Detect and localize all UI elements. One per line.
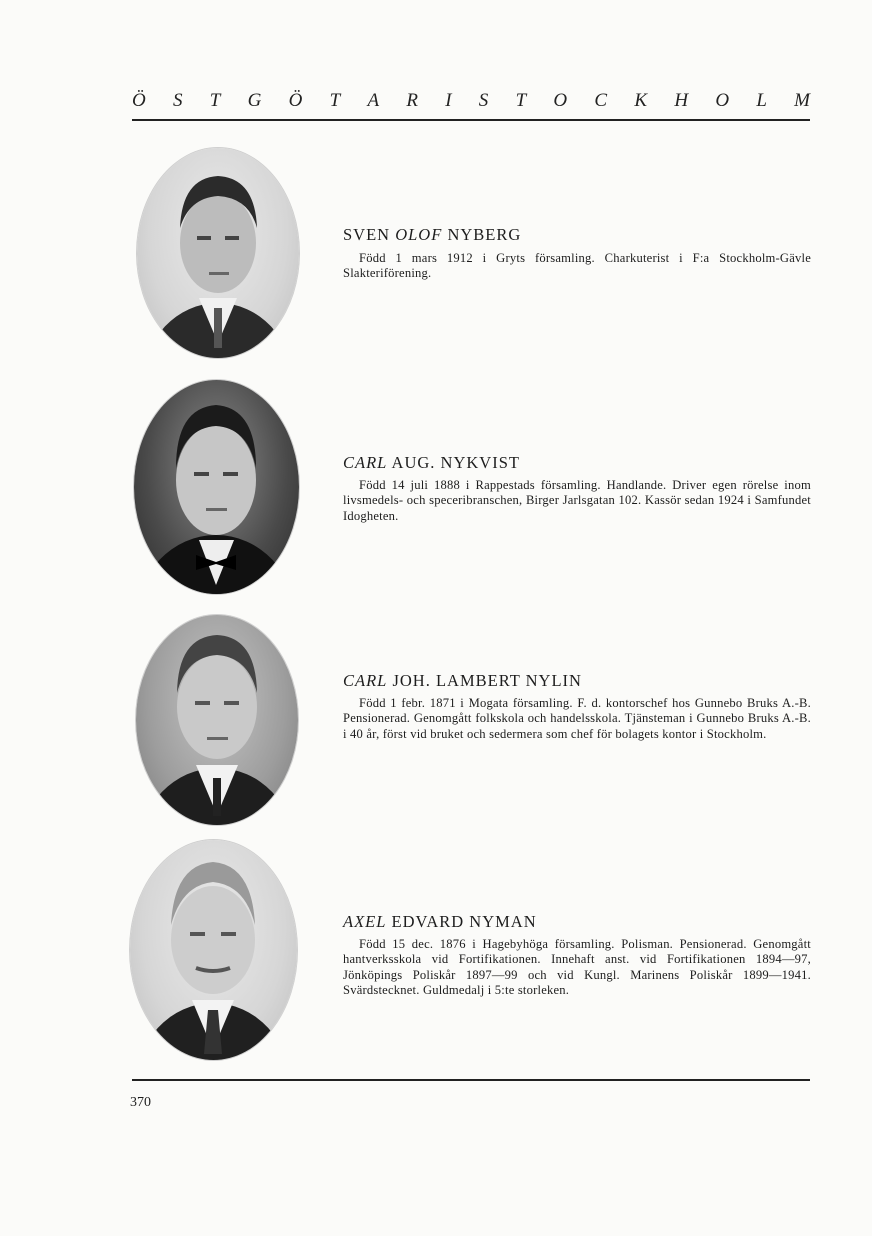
person-name — [343, 225, 521, 245]
running-head-letter: L — [756, 90, 767, 111]
running-head-letter: C — [594, 90, 608, 111]
person-name — [343, 671, 582, 691]
name-part: AUG. NYKVIST — [387, 453, 520, 472]
biography-text: Född 14 juli 1888 i Rappestads församling. Handlande. Driver egen rörelse inom livsmedels- och speceribranschen, Birger Jarlsgatan 102. Kassör sedan 1924 i Samfundet Idogheten. — [343, 478, 811, 523]
running-head-letter: A — [367, 90, 380, 111]
running-head-letter: I — [445, 90, 452, 111]
running-head-letter: G — [247, 90, 262, 111]
name-italic-part: OLOF — [395, 225, 443, 244]
running-head-letter: H — [674, 90, 689, 111]
running-head-letter: S — [478, 90, 489, 111]
running-head-letter: O — [553, 90, 568, 111]
running-head-letter: M — [794, 90, 810, 111]
person-name — [343, 912, 537, 932]
name-italic-part: AXEL — [343, 912, 387, 931]
running-head-letter: Ö — [132, 90, 146, 111]
running-head-letter: T — [329, 90, 341, 111]
running-head-letter: T — [209, 90, 221, 111]
portrait-photo — [137, 148, 299, 358]
name-part: SVEN — [343, 225, 396, 244]
running-head-letter: T — [515, 90, 527, 111]
page-number: 370 — [130, 1095, 151, 1110]
running-head — [132, 90, 810, 112]
name-italic-part: CARL — [343, 453, 388, 472]
header-rule — [132, 119, 810, 121]
name-part: NYBERG — [442, 225, 522, 244]
portrait-photo — [134, 380, 299, 594]
running-head-letter: Ö — [288, 90, 303, 111]
biography-text: Född 15 dec. 1876 i Hagebyhöga församling. Polisman. Pensionerad. Genomgått hantverksskola vid Fortifikationen. Innehaft anst. vid Fortifikationen 1894—97, Jönköpings Poliskår 1897—99 och vid Kungl. Marinens Poliskår 1899—1941. Svärdstecknet. Guldmedalj i 5:te storleken. — [343, 937, 811, 998]
biography-text: Född 1 mars 1912 i Gryts församling. Charkuterist i F:a Stockholm-Gävle Slakteriförening. — [343, 251, 811, 281]
biography-text: Född 1 febr. 1871 i Mogata församling. F. d. kontorschef hos Gunnebo Bruks A.-B. Pensionerad. Genomgått folkskola och handelsskola. Tjänsteman i Gunnebo Bruks A.-B. i 40 år, först vid bruket och sedermera som chef för bolagets kontor i Stockholm. — [343, 696, 811, 741]
name-part: EDVARD NYMAN — [386, 912, 537, 931]
running-head-letter: S — [173, 90, 183, 111]
running-head-letter: R — [406, 90, 418, 111]
name-part: JOH. LAMBERT NYLIN — [387, 671, 582, 690]
footer-rule — [132, 1079, 810, 1081]
portrait-photo — [130, 840, 297, 1060]
running-head-letter: K — [634, 90, 648, 111]
portrait-photo — [136, 615, 298, 825]
person-name — [343, 453, 520, 473]
name-italic-part: CARL — [343, 671, 388, 690]
running-head-letter: O — [715, 90, 730, 111]
